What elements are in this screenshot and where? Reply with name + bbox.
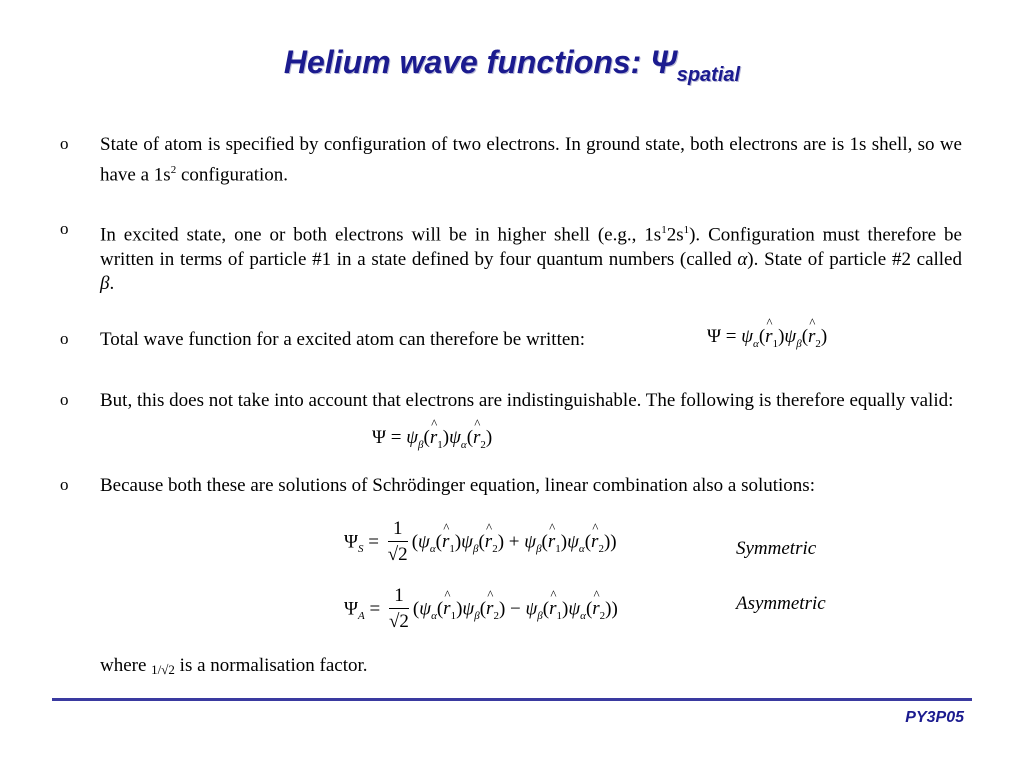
bullet-excited-state [100,218,962,297]
alpha-symbol: α [737,248,748,270]
psi-symbol: Ψ [650,44,677,80]
note-text: where [100,655,152,676]
bullet-text: ). Configuration must therefore be written in terms of particle #1 in a state defined by four quantum numbers (called [100,224,962,270]
bullet-marker: o [60,329,69,348]
slide-title [0,44,1024,87]
superscript: 2 [170,163,177,176]
bullet-text: 2s [666,224,684,246]
bullet-total-wavefunction: Total wave function for a excited atom can therefore be written: [100,329,586,350]
normalisation-note [100,654,600,683]
beta-symbol: β [100,273,110,295]
equation-asymmetric: $\Psi_A$ = $\frac{1}{√2}$ ($\psi_\alpha(\^{}$ $r_1)\psi_\beta(\^{}$ $r_2$) − $\psi_\beta(\^{}$ $r_1)\psi_\alpha(\^{}$ $r_2$)) [344,585,618,635]
bullet-indistinguishable: But, this does not take into account that electrons are indistinguishable. The following is therefore equally valid: [100,390,954,411]
bullet-marker: o [60,134,69,153]
footer-divider [52,698,972,701]
footer-course-code: PY3P05 [905,709,964,726]
bullet-linear-combination: Because both these are solutions of Schrödinger equation, linear combination also a solutions: [100,475,815,496]
bullet-marker: o [60,475,69,494]
bullet-text: ). State of particle #2 called [747,248,962,270]
bullet-text: In excited state, one or both electrons will be in higher shell (e.g., 1s [100,224,662,246]
superscript: 1 [661,224,667,236]
note-text: is a normalisation factor. [174,655,368,676]
title-subscript: spatial [676,64,741,86]
equation-symmetric: $\Psi_S$ = $\frac{1}{√2}$ ($\psi_\alpha(\^{}$ $r_1)\psi_\beta(\^{}$ $r_2$) + $\psi_\beta(\^{}$ $r_1)\psi_\alpha(\^{}$ $r_2$)) [344,518,617,568]
equation-psi-alpha-beta: $\Psi = \psi_\alpha(\^{}$ $r_1)\psi_\beta(\^{}$ $r_2$) [707,326,827,350]
bullet-text: configuration. [176,163,289,185]
normalisation-factor: 1/√2 [151,662,175,677]
fraction: $\frac{1}{√2}$ [388,585,409,632]
bullet-ground-state [100,133,962,187]
asymmetric-label: Asymmetric [736,593,826,614]
fraction: $\frac{1}{√2}$ [387,518,408,565]
bullet-marker: o [60,219,69,238]
bullet-text: . [109,273,115,295]
bullet-marker: o [60,390,69,409]
symmetric-label: Symmetric [736,538,817,559]
title-text: Helium wave functions: [283,44,651,80]
equation-psi-beta-alpha: $\Psi = \psi_\beta(\^{}$ $r_1)\psi_\alpha(\^{}$ $r_2$) [372,427,492,451]
bullet-text: State of atom is specified by configuration of two electrons. In ground state, both electrons are is 1s shell, so we have a 1s [100,134,962,185]
superscript: 1 [683,224,690,236]
